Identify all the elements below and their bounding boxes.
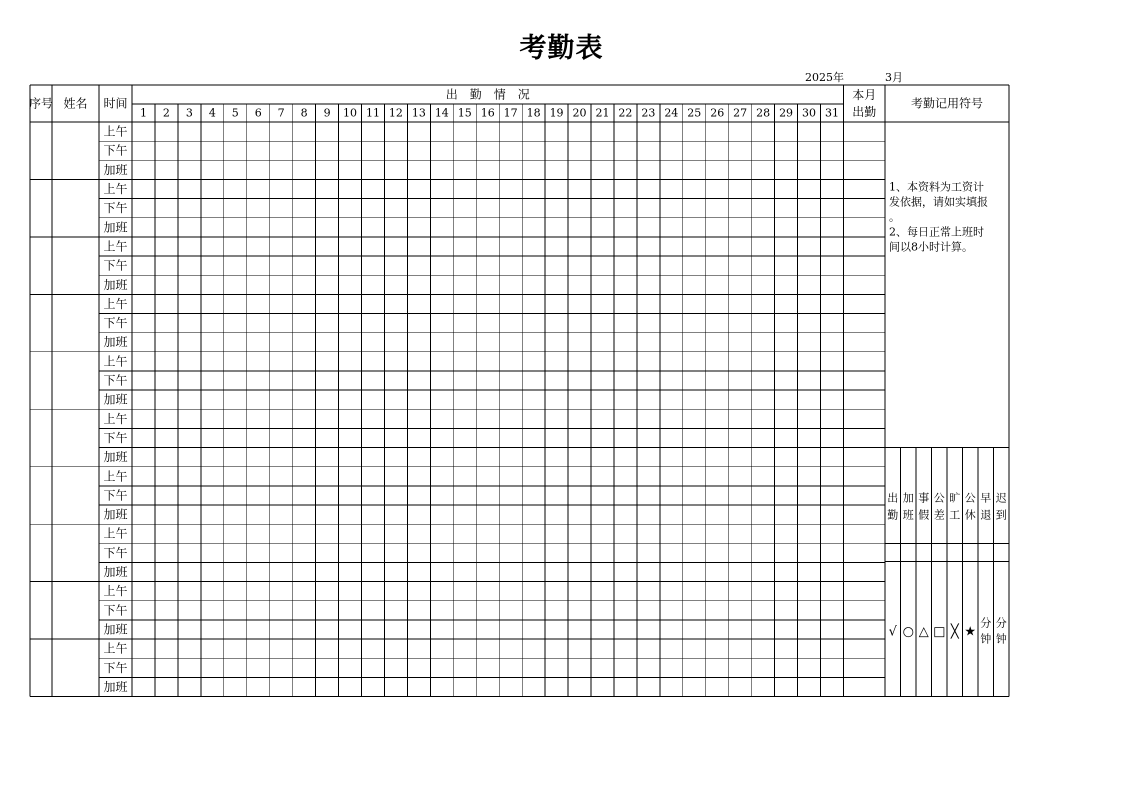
legend-label: 工 — [949, 508, 961, 522]
period-label: 加班 — [103, 392, 128, 407]
day-number: 5 — [231, 106, 239, 120]
legend-label: 公 — [964, 491, 976, 505]
legend-symbol: △ — [918, 624, 929, 640]
period-label: 加班 — [103, 450, 128, 465]
day-number: 14 — [434, 106, 449, 120]
day-number: 6 — [254, 106, 262, 120]
legend-label: 差 — [933, 508, 945, 522]
legend-label: 加 — [902, 491, 914, 505]
day-number: 19 — [549, 106, 564, 120]
period-label: 下午 — [103, 258, 128, 273]
period-label: 加班 — [103, 162, 128, 177]
legend-label: 旷 — [949, 491, 961, 505]
period-label: 下午 — [103, 603, 128, 618]
day-number: 27 — [733, 106, 748, 120]
period-label: 上午 — [103, 469, 128, 484]
day-number: 1 — [139, 106, 147, 120]
note-line: 间以8小时计算。 — [889, 240, 973, 254]
period-label: 下午 — [103, 488, 128, 503]
legend-label: 勤 — [887, 508, 899, 522]
day-number: 30 — [802, 106, 817, 120]
day-number: 11 — [365, 106, 380, 120]
day-number: 20 — [572, 106, 587, 120]
period-label: 上午 — [103, 296, 128, 311]
name-header: 姓名 — [63, 96, 88, 111]
day-number: 17 — [503, 106, 518, 120]
period-label: 下午 — [103, 143, 128, 158]
period-label: 加班 — [103, 220, 128, 235]
day-number: 26 — [710, 106, 725, 120]
note-line: 。 — [889, 210, 900, 224]
day-number: 24 — [664, 106, 679, 120]
attendance-situation-header: 出 勤 情 况 — [445, 87, 530, 102]
note-line: 2、每日正常上班时 — [889, 225, 984, 239]
period-label: 上午 — [103, 124, 128, 139]
day-number: 12 — [388, 106, 403, 120]
day-number: 31 — [824, 106, 839, 120]
legend-label: 出 — [887, 491, 899, 505]
day-number: 21 — [595, 106, 610, 120]
symbols-header: 考勤记用符号 — [910, 96, 984, 111]
month-attendance-header: 本月 — [852, 88, 877, 102]
day-number: 25 — [687, 106, 702, 120]
note-line: 1、本资料为工资计 — [889, 180, 984, 194]
day-number: 23 — [641, 106, 656, 120]
legend-label: 公 — [933, 491, 945, 505]
legend-symbol: ╳ — [950, 624, 959, 640]
period-label: 下午 — [103, 373, 128, 388]
legend-label: 事 — [918, 491, 930, 505]
legend-label: 假 — [918, 508, 930, 522]
legend-label: 班 — [902, 508, 914, 522]
period-label: 下午 — [103, 660, 128, 675]
note-line: 发依据，请如实填报 — [889, 195, 988, 209]
year-label: 2025年 — [805, 71, 844, 84]
day-number: 13 — [411, 106, 426, 120]
legend-symbol: 分 — [980, 616, 992, 630]
day-number: 4 — [208, 106, 216, 120]
day-number: 7 — [277, 106, 285, 120]
day-number: 18 — [526, 106, 541, 120]
period-label: 下午 — [103, 430, 128, 445]
legend-symbol: 分 — [995, 616, 1007, 630]
legend-label: 休 — [964, 508, 976, 522]
day-number: 8 — [300, 106, 308, 120]
legend-symbol: √ — [888, 624, 897, 640]
period-label: 加班 — [103, 679, 128, 694]
period-label: 加班 — [103, 335, 128, 350]
period-label: 加班 — [103, 277, 128, 292]
period-label: 上午 — [103, 584, 128, 599]
month-attendance-header: 出勤 — [852, 105, 877, 119]
legend-symbol: 钟 — [980, 632, 992, 646]
day-number: 2 — [162, 106, 170, 120]
day-number: 10 — [343, 106, 358, 120]
legend-label: 退 — [980, 508, 992, 522]
sheet-title: 考勤表 — [519, 33, 604, 64]
legend-label: 到 — [995, 508, 1007, 522]
legend-label: 早 — [980, 491, 992, 505]
period-label: 加班 — [103, 565, 128, 580]
legend-symbol: ○ — [902, 624, 914, 640]
day-number: 9 — [323, 106, 331, 120]
period-label: 加班 — [103, 622, 128, 637]
day-number: 3 — [185, 106, 193, 120]
period-label: 上午 — [103, 411, 128, 426]
period-label: 上午 — [103, 354, 128, 369]
period-label: 下午 — [103, 545, 128, 560]
legend-label: 迟 — [995, 491, 1007, 505]
legend-symbol: □ — [933, 624, 946, 640]
period-label: 上午 — [103, 526, 128, 541]
legend-symbol: 钟 — [995, 632, 1007, 646]
period-label: 上午 — [103, 182, 128, 197]
day-number: 15 — [457, 106, 472, 120]
period-label: 加班 — [103, 507, 128, 522]
time-header: 时间 — [103, 96, 128, 111]
seq-header: 序号 — [28, 96, 54, 111]
day-number: 22 — [618, 106, 633, 120]
period-label: 上午 — [103, 641, 128, 656]
day-number: 29 — [779, 106, 794, 120]
period-label: 下午 — [103, 316, 128, 331]
day-number: 16 — [480, 106, 495, 120]
legend-symbol: ★ — [964, 624, 977, 640]
period-label: 下午 — [103, 201, 128, 216]
month-label: 3月 — [885, 71, 903, 84]
period-label: 上午 — [103, 239, 128, 254]
day-number: 28 — [756, 106, 771, 120]
